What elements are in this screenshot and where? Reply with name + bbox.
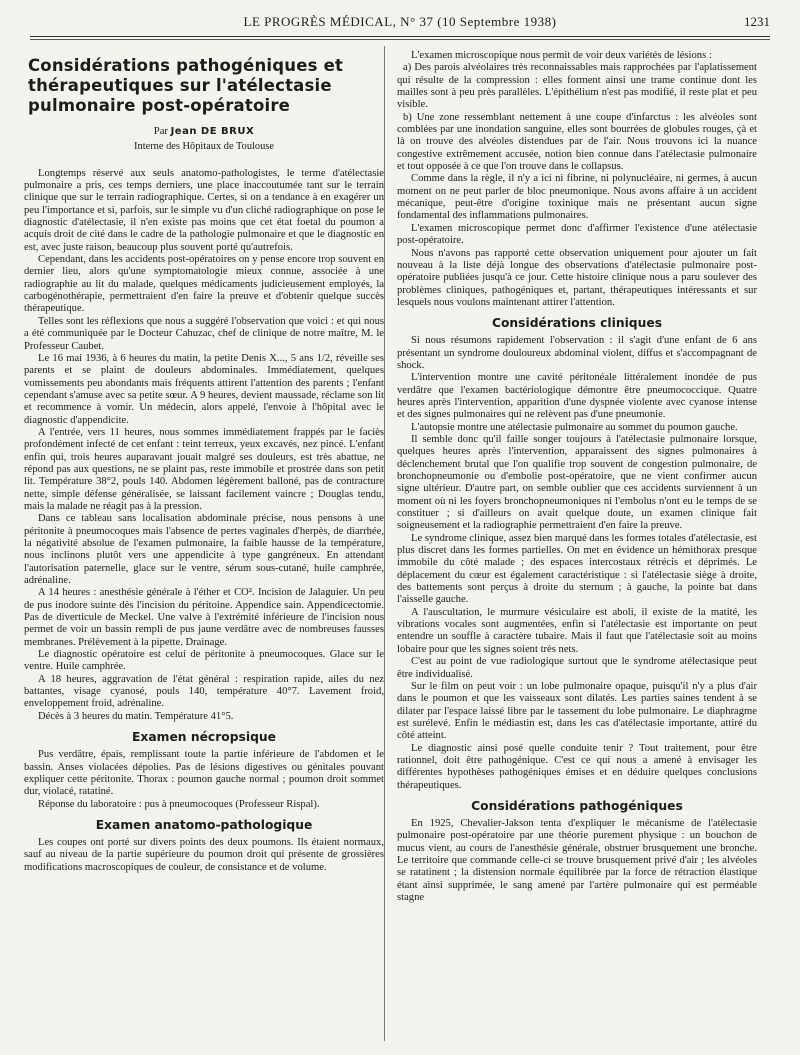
section-heading-pathogeniques: Considérations pathogéniques: [471, 798, 683, 813]
paragraph: A 18 heures, aggravation de l'état général : respiration rapide, ailes du nez battantes, visage cyanosé, pouls 140, température 40°7. Lavement froid, enveloppement froid, adrénaline.: [24, 673, 384, 710]
right-column: [397, 50, 757, 904]
author-affiliation: Interne des Hôpitaux de Toulouse: [134, 141, 274, 153]
paragraph: a) Des parois alvéolaires très reconnaissables mais rapprochées par l'aplatissement qui résulte de la compression : elles forment ainsi une trame continue dont les mailles sont à peu près parallèles. L'épithélium n'est pas modifié, il reste plat et peu visible.: [397, 62, 757, 111]
paragraph: A 14 heures : anesthésie générale à l'éther et CO². Incision de Jalaguier. Un peu de pus inodore suinte dès l'incision du péritoine. Appendice sain. Appendicectomie. Pas de diverticule de Meckel. Une valve à l'extrémité inférieure de l'incision nous permet de voir un bassin rempli de pus jaune verdâtre avec de nombreuses fausses membranes. Prélèvement à la pipette. Drainage.: [24, 587, 384, 648]
section-heading-cliniques: Considérations cliniques: [491, 316, 663, 331]
paragraph: En 1925, Chevalier-Jakson tenta d'expliquer le mécanisme de l'atélectasie pulmonaire post-opératoire par une théorie purement physique : un bouchon de mucus vient, au cours de l'anesthésie générale, obstruer brusquement une bronche. Le territoire que commande celle-ci se trouve brusquement privé d'air ; les alvéoles se ratatinent ; la distension normale équilibrée par la force de rétraction élastique étant ainsi supprimée, le sang amené par l'artère pulmonaire qui est perméable stagne: [397, 817, 757, 903]
paragraph: Dans ce tableau sans localisation abdominale précise, nous pensons à une péritonite à pneumocoques mais l'absence de pertes vaginales d'herpès, de diarrhée, la négativité absolue de l'examen pulmonaire, la faible hausse de la température, nous inclinons plutôt vers une appendicite à type gangréneux. En attendant l'autorisation paternelle, glace sur le ventre, sérum sous-cutané, huile camphrée, adrénaline.: [24, 513, 384, 587]
paragraph: A l'auscultation, le murmure vésiculaire est aboli, il existe de la matité, les vibrations vocales sont augmentées, enfin si l'atélectasie est importante on peut entendre un souffle à caractère tubaire. Mais il faut que l'atélectasie soit au moins lobaire pour que les signes soient très nets.: [397, 606, 757, 655]
section-heading-necropsique: Examen nécropsique: [132, 730, 276, 745]
paragraph: Si nous résumons rapidement l'observation : il s'agit d'une enfant de 6 ans présentant un syndrome douloureux abdominal violent, diffus et s'accompagnant de shock.: [397, 335, 757, 371]
paragraph: A l'entrée, vers 11 heures, nous sommes immédiatement frappés par le faciès profondément infecté de cet enfant : teint terreux, yeux excavés, nez pincé. L'enfant enfin qui, trois heures auparavant jouait malgré ses douleurs, est très abattue, ne répond pas aux questions, ne se plaint pas, reste immobile et prostrée dans son petit lit. Température 38°2, pouls 140. Abdomen légèrement balloné, pas de contracture nette, simple défense généralisée, se laissant facilement vaincre ; Douglas tendu, mais la malade ne réagit pas à la pression.: [24, 426, 384, 512]
paragraph: L'intervention montre une cavité péritonéale littéralement inondée de pus verdâtre que l'examen bactériologique démontre être pneumococcique. Quatre heures après l'intervention, apparition d'une dyspnée violente avec cyanose intense et des signes pulmonaires qui ne relèvent pas d'une pneumonie.: [397, 372, 757, 421]
article-title: Considérations pathogéniques et thérapeutiques sur l'atélectasie pulmonaire post-opératoire: [28, 56, 344, 115]
paragraph: C'est au point de vue radiologique surtout que le syndrome atélectasique peut être individualisé.: [397, 656, 757, 680]
paragraph: Le 16 mai 1936, à 6 heures du matin, la petite Denis X..., 5 ans 1/2, réveille ses parents et se plaint de douleurs abdominales. Immédiatement, quelques vomissements peu abondants mais fréquents attirent l'attention des parents ; l'enfant cependant s'amuse avec sa petite sœur. A 9 heures, devient maussade, réclame son lit et recommence à vomir. Un médecin, alors appelé, l'envoie à l'hôpital avec le diagnostic d'appendicite.: [24, 352, 384, 426]
paragraph: Pus verdâtre, épais, remplissant toute la partie inférieure de l'abdomen et le bassin. Anses violacées dépolies. Pas de lésions digestives ou génitales pouvant expliquer cette péritonite. Thorax : poumon gauche normal ; poumon droit sommet dur, violacé, ratatiné.: [24, 749, 384, 798]
author-line: [24, 126, 384, 138]
paragraph: Cependant, dans les accidents post-opératoires on y pense encore trop souvent en dernier lieu, alors qu'une symptomatologie mieux connue, associée à une radiographie au lit du malade, quelques médicaments judicieusement employés, la carbogénothérapie, permettraient d'en faire la preuve et d'obtenir quelque succès thérapeutique.: [24, 254, 384, 315]
page-number: 1231: [744, 14, 770, 29]
paragraph: Telles sont les réflexions que nous a suggéré l'observation que voici : et qui nous a été communiquée par le Docteur Cahuzac, chef de clinique de notre maître, M. le Professeur Caubet.: [24, 315, 384, 352]
paragraph: Longtemps réservé aux seuls anatomo-pathologistes, le terme d'atélectasie pulmonaire a pris, ces temps derniers, une place inaccoutumée tant sur le terrain clinique que sur le terrain radiographique. Certes, si on a tendance à en exagérer un peu l'importance et si, parfois, sur le simple vu d'un cliché radiographique on pose le diagnostic d'atélectasie, il n'en existe pas moins que cet état foetal du poumon a acquis droit de cité dans le cadre de la pathologie pulmonaire et que le diagnostic en est, avec juste raison, beaucoup plus souvent porté qu'autrefois.: [24, 167, 384, 253]
running-header: [30, 14, 770, 34]
paragraph: L'examen microscopique permet donc d'affirmer l'existence d'une atélectasie post-opératoire.: [397, 222, 757, 247]
paragraph: L'autopsie montre une atélectasie pulmonaire au sommet du poumon gauche.: [411, 421, 738, 433]
header-rule: [30, 36, 770, 37]
paragraph: Nous n'avons pas rapporté cette observation uniquement pour ajouter un fait nouveau à la liste déjà longue des observations d'atélectasie pulmonaire post-opératoire publiées jusqu'à ce jour. Cette histoire clinique nous a paru soulever des problèmes cliniques, pathogéniques et, partant, thérapeutiques intéressants et sur lesquels nous voulons maintenant attirer l'attention.: [397, 247, 757, 308]
header-rule-thin: [30, 39, 770, 40]
paragraph: b) Une zone ressemblant nettement à une coupe d'infarctus : les alvéoles sont comblées par une inondation sanguine, elles sont bourrées de globules rouges, çà et là on trouve des alvéoles distendues par de l'air. Nous trouvons ici la nuance congestive extrêmement accusée, notion bien connue dans l'atélectasie pulmonaire et tout opposée à ce que l'on trouve dans le collapsus.: [397, 111, 757, 173]
paragraph: Le diagnostic ainsi posé quelle conduite tenir ? Tout traitement, pour être rationnel, doit être pathogénique. C'est ce qui nous a amené à envisager les différentes hypothèses pathogéniques émises et en déduire quelques conclusions thérapeutiques.: [397, 742, 757, 791]
paragraph: Décès à 3 heures du matin. Température 41°5.: [38, 710, 234, 722]
author-prefix: Par: [153, 126, 168, 137]
paragraph: Le syndrome clinique, assez bien marqué dans les formes totales d'atélectasie, est plus discret dans les formes partielles. On met en évidence un hémithorax presque immobile du côté malade ; des espaces intercostaux rétrécis et déprimés. Le déplacement du cœur est également caractéristique : si l'atélectasie siège à droite, des battements sont perçus à droite du sternum ; à gauche, la pointe bat dans l'aisselle gauche.: [397, 532, 757, 606]
column-divider: [384, 46, 385, 1041]
left-column: [24, 50, 384, 874]
author-name: Jean DE BRUX: [170, 126, 255, 137]
paragraph: L'examen microscopique nous permit de voir deux variétés de lésions :: [411, 50, 712, 61]
section-heading-anatomo-pathologique: Examen anatomo-pathologique: [95, 817, 313, 832]
running-title: LE PROGRÈS MÉDICAL, N° 37 (10 Septembre 1938): [243, 14, 557, 29]
paragraph: Comme dans la règle, il n'y a ici ni fibrine, ni polynucléaire, ni germes, à aucun moment on ne peut parler de bloc pneumonique. Nous avons affaire à un accident mécanique, peut-être d'origine toxinique mais ne présentant aucun signe fondamental des inflammations pulmonaires.: [397, 173, 757, 222]
paragraph: Réponse du laboratoire : pus à pneumocoques (Professeur Rispal).: [38, 798, 320, 810]
paragraph: Les coupes ont porté sur divers points des deux poumons. Ils étaient normaux, sauf au niveau de la partie supérieure du poumon droit qui présente de grossières modifications macroscopiques de couleur, de consistance et de volume.: [24, 836, 384, 873]
paragraph: Il semble donc qu'il faille songer toujours à l'atélectasie pulmonaire lorsque, quelques heures après l'intervention, apparaissent des signes pulmonaires à déclenchement brutal que l'on qualifie trop souvent de congestion pulmonaire, de bronchopneumonie ou d'embolie post-opératoire, que ne vient confirmer aucun signe ultérieur. D'autre part, on semble oublier que ces accidents surviennent à un moment où ni les foyers bronchopneumoniques ni l'embolus n'ont eu le temps de se constituer ; si d'ailleurs on avait quelque doute, un examen clinique fait soigneusement et la radiographie permettraient d'en faire la preuve.: [397, 433, 757, 532]
paragraph: Sur le film on peut voir : un lobe pulmonaire opaque, puisqu'il n'y a plus d'air dans le poumon et que les vaisseaux sont dilatés. Les parties saines tendent à se dilater par l'espace laissé libre par le tassement du lobe pulmonaire. Le diaphragme est surélevé. Enfin le médiastin est, dans les cas d'atélectasie importante, attiré du côté atteint.: [397, 680, 757, 742]
paragraph: Le diagnostic opératoire est celui de péritonite à pneumocoques. Glace sur le ventre. Huile camphrée.: [24, 649, 384, 673]
